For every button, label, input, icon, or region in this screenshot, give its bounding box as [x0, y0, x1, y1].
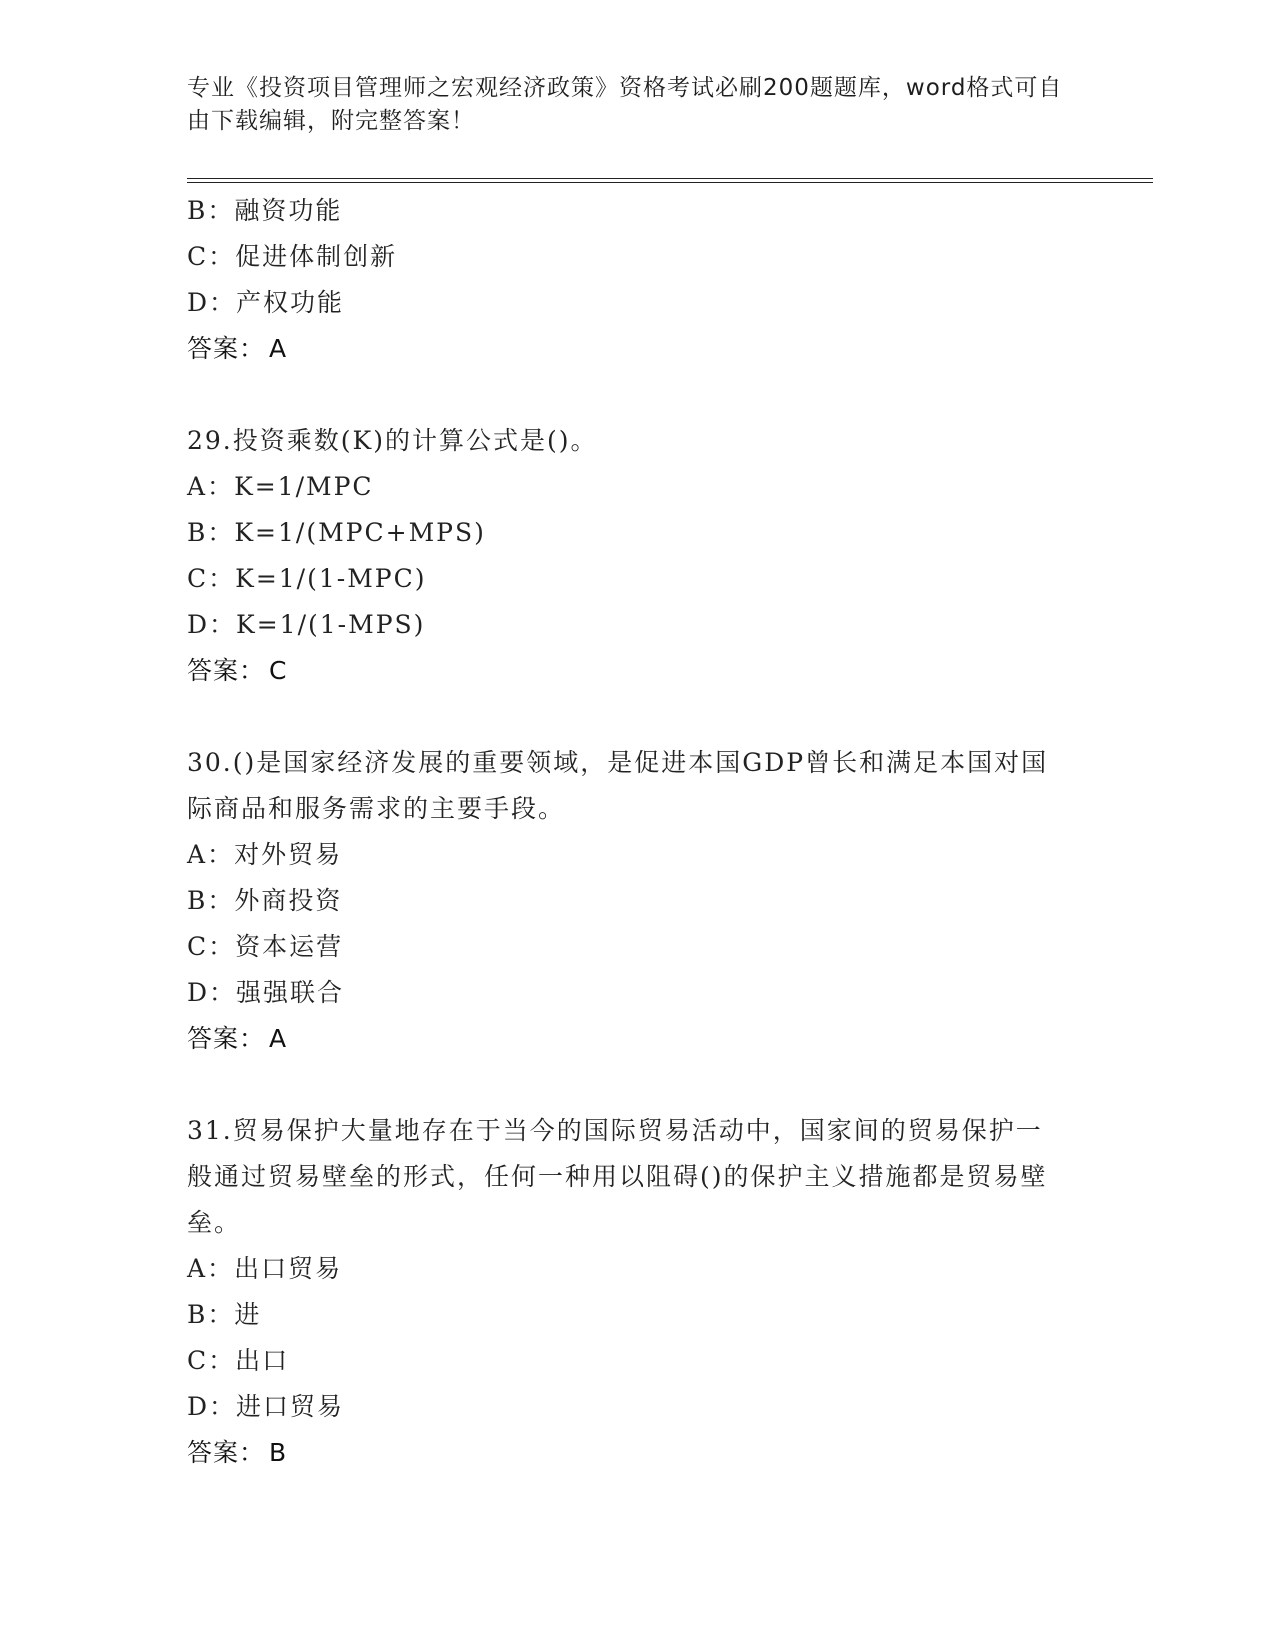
- option-d: D：K=1/(1-MPS): [187, 610, 426, 639]
- option-d: D：产权功能: [187, 288, 345, 317]
- question-30: [187, 740, 1087, 1062]
- question-stem: 30.()是国家经济发展的重要领域，是促进本国GDP曾长和满足本国对国际商品和服务需求的主要手段。: [187, 748, 1049, 823]
- question-stem: 29.投资乘数(K)的计算公式是()。: [187, 426, 598, 455]
- option-b: B：外商投资: [187, 886, 343, 915]
- option-c: C：促进体制创新: [187, 242, 398, 271]
- option-a: A：对外贸易: [187, 840, 343, 869]
- option-b: B：K=1/(MPC+MPS): [187, 518, 486, 547]
- option-d: D：强强联合: [187, 978, 345, 1007]
- answer-line: 答案： A: [187, 334, 288, 363]
- question-stem: 31.贸易保护大量地存在于当今的国际贸易活动中，国家间的贸易保护一般通过贸易壁垒的形式，任何一种用以阻碍()的保护主义措施都是贸易壁垒。: [187, 1116, 1048, 1237]
- option-c: C：K=1/(1-MPC): [187, 564, 427, 593]
- option-d: D：进口贸易: [187, 1392, 345, 1421]
- option-b: B：进: [187, 1300, 262, 1329]
- option-a: A：出口贸易: [187, 1254, 343, 1283]
- option-a: A：K=1/MPC: [187, 472, 374, 501]
- question-continuation: [187, 188, 1087, 372]
- option-c: C：资本运营: [187, 932, 344, 961]
- answer-line: 答案： A: [187, 1024, 288, 1053]
- header-title: 专业《投资项目管理师之宏观经济政策》资格考试必刷200题题库，word格式可自由下载编辑，附完整答案！: [187, 75, 1063, 134]
- question-31: [187, 1108, 1087, 1476]
- header-divider: [187, 178, 1153, 183]
- option-c: C：出口: [187, 1346, 290, 1375]
- answer-line: 答案： C: [187, 656, 288, 685]
- answer-line: 答案： B: [187, 1438, 288, 1467]
- document-header: [187, 72, 1067, 138]
- question-29: [187, 418, 1087, 694]
- option-b: B：融资功能: [187, 196, 343, 225]
- document-body: [187, 188, 1087, 1476]
